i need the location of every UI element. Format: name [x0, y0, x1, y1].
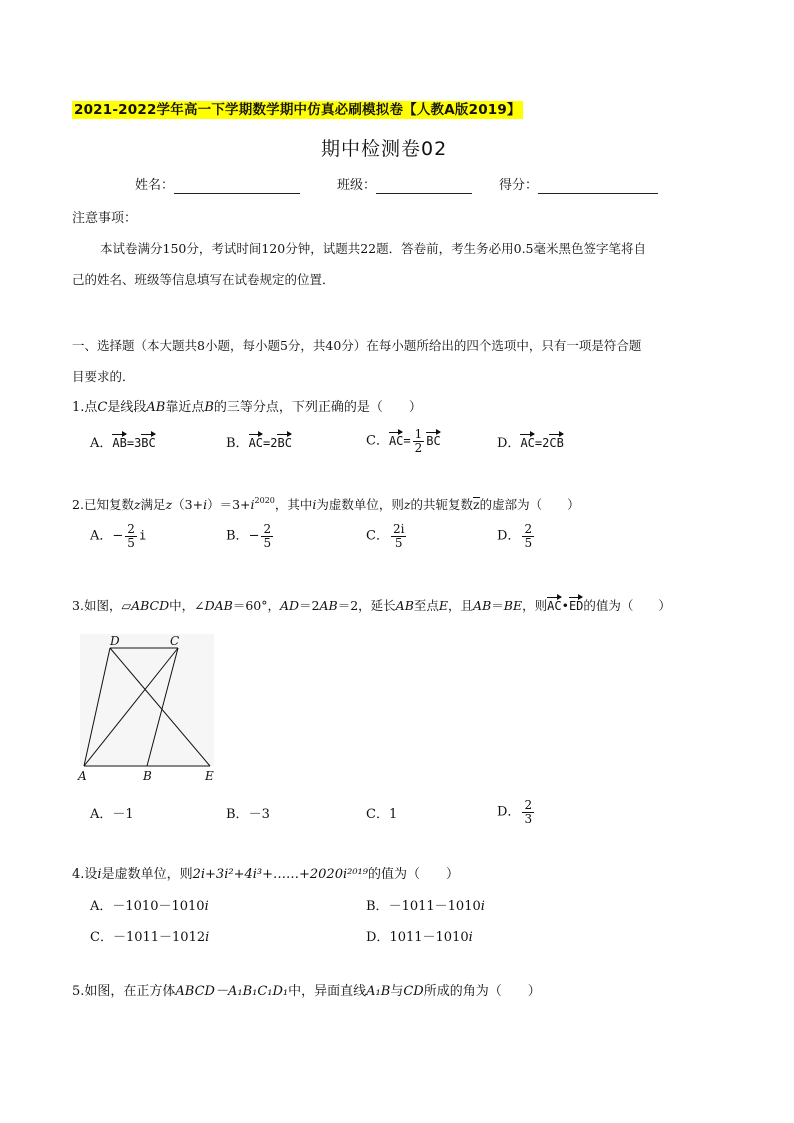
- q3-var: ABCD: [131, 598, 170, 613]
- q1-var: B: [204, 400, 214, 415]
- dot-operator: •: [561, 598, 569, 613]
- option-letter: D．: [366, 930, 390, 945]
- q4-option-b[interactable]: [366, 899, 485, 915]
- q3-option-b[interactable]: [226, 807, 270, 823]
- name-label: 姓名：: [135, 178, 175, 193]
- q4-option-d[interactable]: [366, 930, 473, 946]
- vector: AC: [547, 599, 562, 613]
- option-var: i: [468, 930, 473, 945]
- question-1: [72, 400, 422, 416]
- q2-var: i: [312, 497, 317, 512]
- question-5: [72, 984, 541, 1000]
- q2-var: i: [250, 497, 255, 512]
- q1-text: 点: [84, 400, 98, 415]
- q3-option-a[interactable]: [90, 807, 134, 823]
- q3-option-c[interactable]: [366, 807, 397, 823]
- q2-text: 已知复数: [83, 497, 134, 512]
- option-letter: A．: [90, 436, 113, 451]
- q1-text: 的三等分点，下列正确的是（ ）: [213, 400, 422, 415]
- class-blank[interactable]: [376, 179, 472, 194]
- q1-var: C: [97, 400, 108, 415]
- option-var: i: [204, 899, 209, 914]
- q3-text: ，则: [522, 598, 548, 613]
- q1-text: 靠近点: [165, 400, 205, 415]
- q5-number: 5.: [72, 984, 85, 999]
- q2-text: 满足: [140, 497, 166, 512]
- point-label-C: C: [170, 634, 180, 648]
- fraction-num: 2: [524, 522, 533, 536]
- vector: BC: [277, 436, 292, 450]
- option-text: －3: [248, 807, 270, 822]
- fraction-num: 2: [524, 798, 533, 812]
- q1-option-d[interactable]: [497, 436, 564, 452]
- q2-option-b[interactable]: [226, 523, 275, 549]
- q2-text: ）＝3+: [207, 497, 251, 512]
- q5-text: 中，异面直线: [288, 984, 367, 999]
- q2-option-a[interactable]: [90, 523, 146, 549]
- q2-number: 2.: [72, 497, 84, 512]
- q1-option-c[interactable]: [366, 428, 441, 454]
- option-letter: A．: [90, 807, 113, 822]
- option-letter: D．: [497, 804, 521, 820]
- fraction-num: 2: [127, 522, 135, 536]
- option-sign: −: [248, 528, 260, 544]
- q2-text: ，其中: [274, 497, 313, 512]
- q2-text: （3+: [172, 497, 204, 512]
- q3-text: ＝: [491, 598, 504, 613]
- point-label-D: D: [110, 634, 120, 648]
- option-letter: C．: [366, 433, 389, 449]
- score-label: 得分：: [499, 178, 539, 193]
- point-label-B: B: [143, 769, 152, 783]
- q3-text: 至点: [413, 598, 439, 613]
- fraction-den: 5: [394, 535, 403, 550]
- option-letter: B．: [226, 807, 249, 822]
- q2-exponent: 2020: [254, 496, 275, 505]
- question-4: [72, 867, 459, 883]
- point-label-E: E: [205, 769, 214, 783]
- vector: CB: [549, 436, 564, 450]
- vector: AC: [248, 436, 264, 450]
- q5-text: 如图，在正方体: [84, 984, 176, 999]
- fraction-den: 5: [127, 535, 135, 550]
- q3-var: E: [438, 598, 449, 613]
- option-letter: D．: [497, 436, 521, 451]
- vector: AC: [388, 433, 404, 448]
- q1-option-b[interactable]: [226, 436, 292, 452]
- option-var: i: [480, 899, 485, 914]
- q1-var: AB: [146, 400, 166, 415]
- q2-var: z: [133, 497, 141, 512]
- q3-text: 中，∠: [169, 598, 205, 613]
- q5-text: 所成的角为（ ）: [423, 984, 541, 999]
- section-1-heading: 一、选择题（本大题共8小题，每小题5分，共40分）在每小题所给出的四个选项中，只有一项是符合题: [72, 338, 642, 353]
- q3-text: 的值为（ ）: [583, 598, 671, 613]
- q4-text: 的值为（ ）: [367, 867, 459, 882]
- option-op: =2: [263, 436, 278, 450]
- fraction-num: 2i: [392, 522, 405, 536]
- q3-var: BE: [503, 598, 523, 613]
- option-text: －1010－1010: [112, 899, 205, 914]
- option-text: 1: [388, 807, 398, 822]
- q4-var: i: [97, 867, 102, 882]
- option-letter: B．: [226, 528, 249, 544]
- question-2: [72, 496, 580, 512]
- q3-text: 如图，▱: [83, 598, 132, 613]
- option-letter: C．: [90, 930, 113, 945]
- fraction-den: 2: [414, 440, 423, 455]
- fraction-den: 5: [263, 535, 272, 550]
- q3-text: ＝2，延长: [337, 598, 396, 613]
- name-blank[interactable]: [174, 179, 300, 194]
- q2-text: 的共轭复数: [410, 497, 474, 512]
- q3-var: AB: [319, 598, 338, 613]
- q1-option-a[interactable]: [90, 436, 156, 452]
- option-letter: C．: [366, 807, 389, 822]
- option-letter: B．: [226, 436, 249, 451]
- q1-text: 是线段: [107, 400, 147, 415]
- fraction-num: 2: [263, 522, 272, 536]
- fraction: [391, 523, 406, 549]
- q3-text: ，且: [448, 598, 474, 613]
- vector: AC: [520, 436, 535, 450]
- option-op: =3: [126, 436, 142, 450]
- q3-option-d[interactable]: [497, 799, 536, 825]
- q3-var: AB: [395, 598, 414, 613]
- option-letter: B．: [366, 899, 389, 914]
- q4-number: 4.: [72, 867, 85, 882]
- q2-var: z: [403, 497, 411, 512]
- fraction-num: 1: [414, 427, 423, 441]
- q4-text: 设: [84, 867, 98, 882]
- point-label-A: A: [78, 769, 87, 783]
- q5-var: A₁B: [366, 984, 391, 999]
- vector: BC: [426, 433, 441, 448]
- vector: ED: [568, 599, 584, 613]
- option-letter: A．: [90, 528, 113, 544]
- q2-var: z: [165, 497, 173, 512]
- q3-text: ＝60°，: [232, 598, 280, 613]
- q3-var: AD: [279, 598, 300, 613]
- fraction: [413, 428, 425, 454]
- option-op: =: [403, 433, 411, 448]
- q5-var: CD: [403, 984, 424, 999]
- fraction: [125, 523, 137, 549]
- q2-conjugate: z: [473, 497, 480, 512]
- class-field[interactable]: [337, 178, 472, 194]
- q4-option-c[interactable]: [90, 930, 209, 946]
- option-text: －1: [112, 807, 134, 822]
- fraction: [522, 523, 534, 549]
- fraction: [522, 799, 534, 825]
- fraction: [261, 523, 273, 549]
- option-sign: −: [112, 528, 124, 544]
- q4-text: 是虚数单位，则: [101, 867, 193, 882]
- q3-text: ＝2: [299, 598, 320, 613]
- q4-expression: 2i+3i²+4i³+……+2020i²⁰¹⁹: [192, 867, 368, 882]
- question-3: [72, 598, 671, 613]
- q1-number: 1.: [72, 400, 85, 415]
- option-var: i: [205, 930, 210, 945]
- score-blank[interactable]: [538, 179, 658, 194]
- notice-line-1: 本试卷满分150分，考试时间120分钟，试题共22题．答卷前，考生务必用0.5毫米黑色签字笔将自: [100, 241, 647, 256]
- option-letter: D．: [497, 528, 521, 544]
- option-suffix: i: [138, 528, 147, 543]
- q5-text: 与: [390, 984, 404, 999]
- fraction-den: 3: [524, 811, 533, 826]
- q3-number: 3.: [72, 598, 84, 613]
- q2-option-d[interactable]: [497, 523, 536, 549]
- option-text: －1011－1010: [388, 899, 481, 914]
- vector: AB: [112, 436, 127, 450]
- option-text: －1011－1012: [112, 930, 206, 945]
- notice-heading: 注意事项：: [72, 211, 138, 226]
- page-title: 期中检测卷02: [321, 138, 448, 160]
- option-letter: A．: [90, 899, 113, 914]
- score-field[interactable]: [499, 178, 658, 194]
- class-label: 班级：: [337, 178, 377, 193]
- option-op: =2: [534, 436, 550, 450]
- q4-option-a[interactable]: [90, 899, 209, 915]
- q2-text: 的虚部为（ ）: [479, 497, 580, 512]
- name-field[interactable]: [135, 178, 300, 194]
- section-1-heading-cont: 目要求的．: [72, 369, 135, 384]
- notice-line-2: 己的姓名、班级等信息填写在试卷规定的位置．: [72, 272, 335, 287]
- q2-option-c[interactable]: [366, 523, 408, 549]
- option-text: 1011－1010: [389, 930, 469, 945]
- q2-text: 为虚数单位，则: [316, 497, 404, 512]
- q5-cube-name: ABCD－A₁B₁C₁D₁: [175, 984, 289, 999]
- vector: BC: [141, 436, 156, 450]
- option-letter: C．: [366, 528, 389, 544]
- q2-var: i: [203, 497, 208, 512]
- parallelogram-figure: [72, 632, 220, 784]
- q3-var: AB: [473, 598, 492, 613]
- fraction-den: 5: [524, 535, 533, 550]
- q3-var: DAB: [204, 598, 233, 613]
- exam-series-banner: 2021-2022学年高一下学期数学期中仿真必刷模拟卷【人教A版2019】: [74, 102, 521, 118]
